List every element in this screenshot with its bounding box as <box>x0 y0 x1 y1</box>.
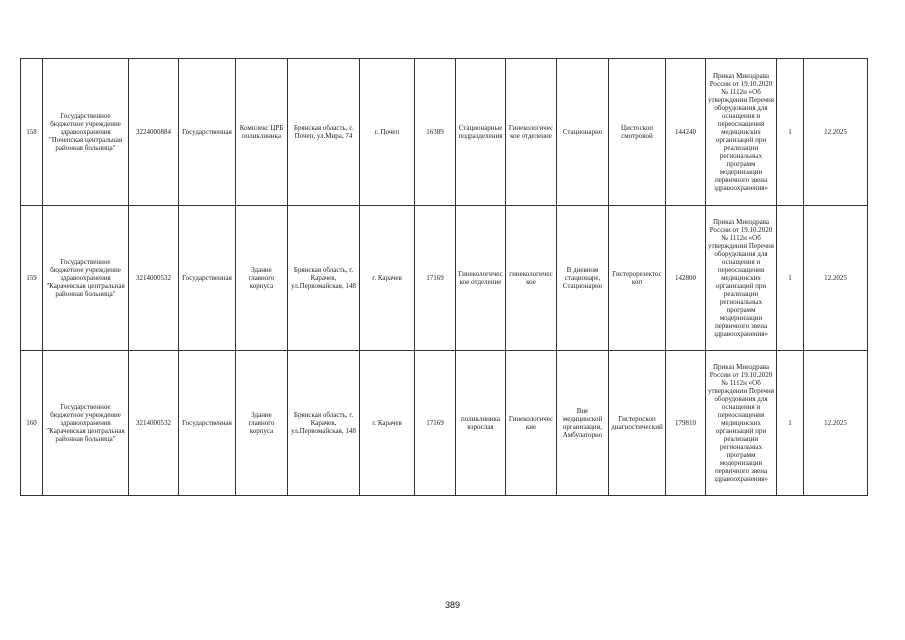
date-cell: 12.2025 <box>804 206 868 351</box>
price-cell: 179810 <box>666 351 706 496</box>
organization-cell: Государственное бюджетное учреждение здравоохранения "Карачевская центральная районная больница" <box>43 206 129 351</box>
department-cell: Гинекологические <box>506 351 557 496</box>
organization-cell: Государственное бюджетное учреждение здравоохранения "Карачевская центральная районная больница" <box>43 351 129 496</box>
quantity-cell: 1 <box>777 59 804 206</box>
building-cell: Здание главного корпуса <box>236 206 288 351</box>
address-cell: Брянская область, г. Карачев, ул.Первомайская, 148 <box>288 351 360 496</box>
locality-cell: г. Почеп <box>360 59 415 206</box>
ownership-form-cell: Государственная <box>179 351 236 496</box>
subdivision-cell: поликлиника взрослая <box>456 351 506 496</box>
row-number-cell: 160 <box>21 351 43 496</box>
date-cell: 12.2025 <box>804 59 868 206</box>
table-row <box>21 59 868 206</box>
date-cell: 12.2025 <box>804 351 868 496</box>
inn-cell: 3214000532 <box>129 206 179 351</box>
subdivision-cell: Гинекологическое отделение <box>456 206 506 351</box>
department-cell: гинекологическое <box>506 206 557 351</box>
equipment-cell: Цистоскоп смотровой <box>609 59 666 206</box>
locality-cell: г. Карачев <box>360 351 415 496</box>
code-cell: 17169 <box>415 206 456 351</box>
ownership-form-cell: Государственная <box>179 206 236 351</box>
price-cell: 144240 <box>666 59 706 206</box>
inn-cell: 3214000532 <box>129 351 179 496</box>
basis-cell: Приказ Минздрава России от 19.10.2020 № 1112н «Об утверждении Перечня оборудования для оснащения и переоснащения медицинских организаций при реализации региональных программ модернизации первичного звена здравоохранения» <box>706 351 777 496</box>
code-cell: 16389 <box>415 59 456 206</box>
organization-cell: Государственное бюджетное учреждение здравоохранения "Почепская центральная районная больница" <box>43 59 129 206</box>
price-cell: 142800 <box>666 206 706 351</box>
quantity-cell: 1 <box>777 351 804 496</box>
subdivision-cell: Стационарные подразделения <box>456 59 506 206</box>
address-cell: Брянская область, г. Почеп, ул.Мира, 74 <box>288 59 360 206</box>
building-cell: Здание главного корпуса <box>236 351 288 496</box>
page-number: 389 <box>444 600 461 610</box>
basis-cell: Приказ Минздрава России от 19.10.2020 № 1112н «Об утверждении Перечня оборудования для оснащения и переоснащения медицинских организаций при реализации региональных программ модернизации первичного звена здравоохранения» <box>706 59 777 206</box>
table-row <box>21 351 868 496</box>
equipment-cell: Гистерорезектоскоп <box>609 206 666 351</box>
conditions-cell: Стационарно <box>557 59 609 206</box>
code-cell: 17169 <box>415 351 456 496</box>
address-cell: Брянская область, г. Карачев, ул.Первомайская, 148 <box>288 206 360 351</box>
table-row <box>21 206 868 351</box>
ownership-form-cell: Государственная <box>179 59 236 206</box>
department-cell: Гинекологическое отделение <box>506 59 557 206</box>
row-number-cell: 158 <box>21 59 43 206</box>
inn-cell: 3224000884 <box>129 59 179 206</box>
building-cell: Комплекс ЦРБ поликлиника <box>236 59 288 206</box>
quantity-cell: 1 <box>777 206 804 351</box>
equipment-cell: Гистероскоп диагностический <box>609 351 666 496</box>
row-number-cell: 159 <box>21 206 43 351</box>
conditions-cell: В дневном стационаре, Стационарно <box>557 206 609 351</box>
equipment-register-table <box>20 58 868 496</box>
conditions-cell: Вне медицинской организации, Амбулаторно <box>557 351 609 496</box>
locality-cell: г. Карачев <box>360 206 415 351</box>
basis-cell: Приказ Минздрава России от 19.10.2020 № 1112н «Об утверждении Перечня оборудования для оснащения и переоснащения медицинских организаций при реализации региональных программ модернизации первичного звена здравоохранения» <box>706 206 777 351</box>
